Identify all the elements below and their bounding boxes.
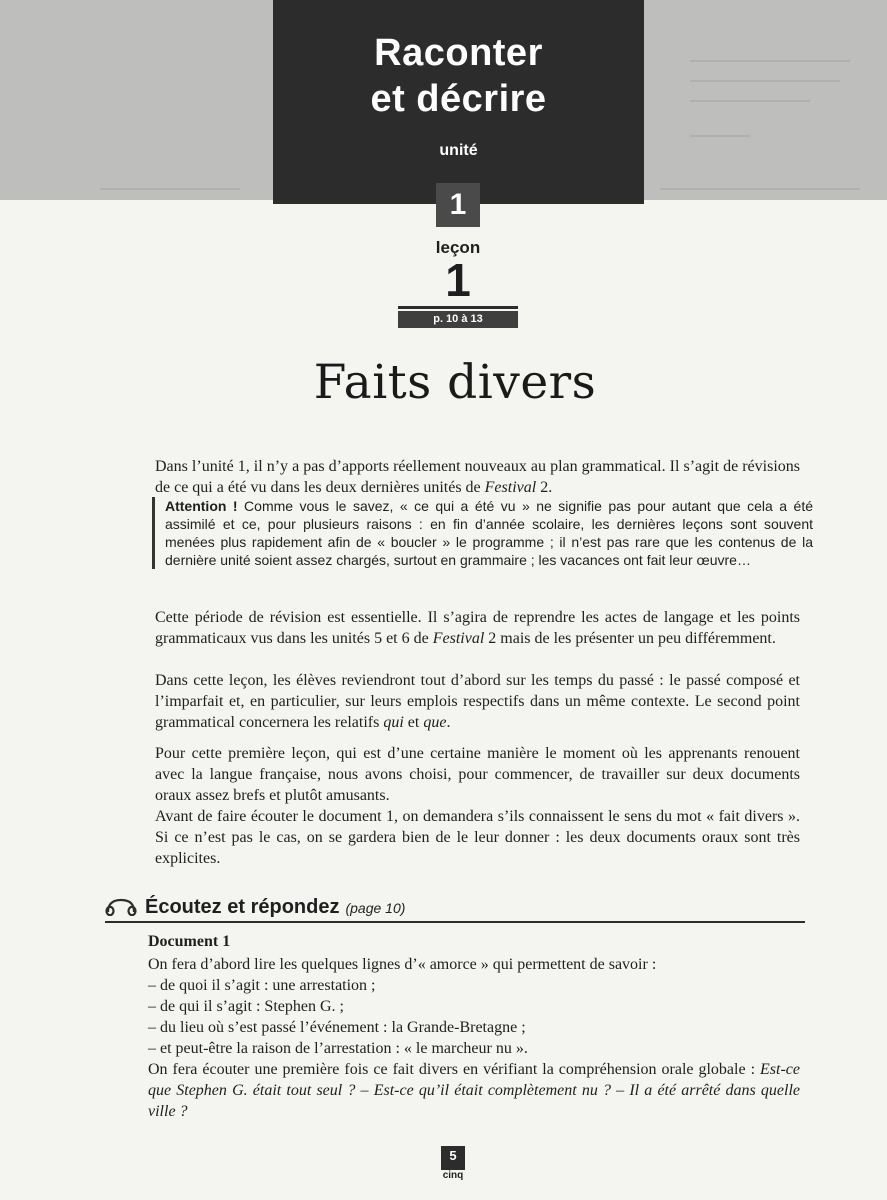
lesson-label: leçon — [435, 238, 481, 257]
bleed-text-line — [100, 188, 240, 190]
pages-badge: p. 10 à 13 — [398, 311, 518, 328]
list-item: – de qui il s’agit : Stephen G. ; — [148, 998, 344, 1015]
unit-title-line2: et décrire — [370, 78, 547, 120]
section-title — [145, 896, 405, 919]
grammar-text-end: . — [446, 714, 451, 731]
page-number-word: cinq — [442, 1170, 464, 1181]
relative-que: que — [423, 714, 447, 731]
list-item: – du lieu où s’est passé l’événement : la Grande-Bretagne ; — [148, 1019, 526, 1036]
document-intro-paragraph: Avant de faire écouter le document 1, on demandera s’ils connaissent le sens du mot « fait divers ». Si ce n’est pas le cas, on se gardera bien de le leur donner : les deux documents oraux sont très explicites. — [155, 808, 800, 867]
section-underline — [105, 921, 805, 923]
intro-paragraph — [155, 456, 800, 498]
closing-questions: Est-ce que Stephen G. était tout seul ? – Est-ce qu’il était complètement nu ? – Il a été arrêté dans quelle ville ? — [148, 1061, 800, 1120]
intro-text-end: 2. — [536, 479, 553, 496]
lesson-number: 1 — [445, 254, 471, 306]
grammar-text: Dans cette leçon, les élèves reviendront tout d’abord sur les temps du passé : le passé composé et l’imparfait et, en particulier, sur leurs emplois respectifs dans un même contexte. Le second point grammatical concernera les relatifs — [155, 672, 800, 731]
document-body — [148, 954, 800, 1122]
grammar-paragraph — [155, 670, 800, 733]
unit-title-line1: Raconter — [374, 32, 543, 74]
section-title-text: Écoutez et répondez — [145, 896, 340, 918]
attention-lead: Attention ! — [165, 498, 238, 514]
unit-number: 1 — [436, 183, 480, 227]
headphones-icon — [105, 898, 137, 916]
bleed-text-line — [690, 60, 850, 62]
festival-title: Festival — [432, 630, 485, 647]
section-header — [105, 896, 805, 922]
bleed-text-line — [660, 188, 860, 190]
bleed-text-line — [690, 100, 810, 102]
relative-qui: qui — [383, 714, 404, 731]
grammar-text-and: et — [403, 714, 424, 731]
section-page-ref: (page 10) — [345, 900, 406, 916]
lesson-rule — [398, 306, 518, 309]
unit-title — [273, 30, 644, 122]
lesson-title: Faits divers — [313, 355, 597, 410]
attention-text: Comme vous le savez, « ce qui a été vu » ne signifie pas pour autant que cela a été assimilé et ce, pour plusieurs raisons : en fin d’année scolaire, les dernières leçons sont souvent menées plus rapidement afin de « boucler » le programme ; il n’est pas rare que les contenus de la dernière unité soient assez chargés, surtout en grammaire ; les vacances ont fait leur œuvre… — [165, 498, 814, 568]
attention-note — [152, 497, 813, 569]
list-item: – et peut-être la raison de l’arrestation : « le marcheur nu ». — [148, 1040, 528, 1057]
document-heading: Document 1 — [148, 933, 231, 950]
unit-label: unité — [439, 142, 478, 159]
festival-title: Festival — [484, 479, 537, 496]
revision-text-end: 2 mais de les présenter un peu différemment. — [484, 630, 776, 647]
closing-paragraph — [148, 1059, 800, 1122]
intro-text: Dans l’unité 1, il n’y a pas d’apports réellement nouveaux au plan grammatical. Il s’agit de révisions de ce qui a été vu dans les deux dernières unités de — [155, 458, 800, 496]
revision-text: Cette période de révision est essentielle. Il s’agira de reprendre les actes de langage et les points grammaticaux vus dans les unités 5 et 6 de — [155, 609, 800, 647]
revision-paragraph — [155, 607, 800, 649]
bleed-text-line — [690, 80, 840, 82]
unit-header — [273, 0, 644, 204]
list-item: – de quoi il s’agit : une arrestation ; — [148, 977, 376, 994]
page-number: 5 — [441, 1146, 465, 1170]
closing-text: On fera écouter une première fois ce fait divers en vérifiant la compréhension orale globale : — [148, 1061, 761, 1078]
bleed-text-line — [690, 135, 750, 137]
document-intro: On fera d’abord lire les quelques lignes d’« amorce » qui permettent de savoir : — [148, 956, 657, 973]
first-lesson-paragraph: Pour cette première leçon, qui est d’une certaine manière le moment où les apprenants renouent avec la langue française, nous avons choisi, pour commencer, de travailler sur deux documents oraux assez brefs et plutôt amusants. — [155, 745, 800, 804]
